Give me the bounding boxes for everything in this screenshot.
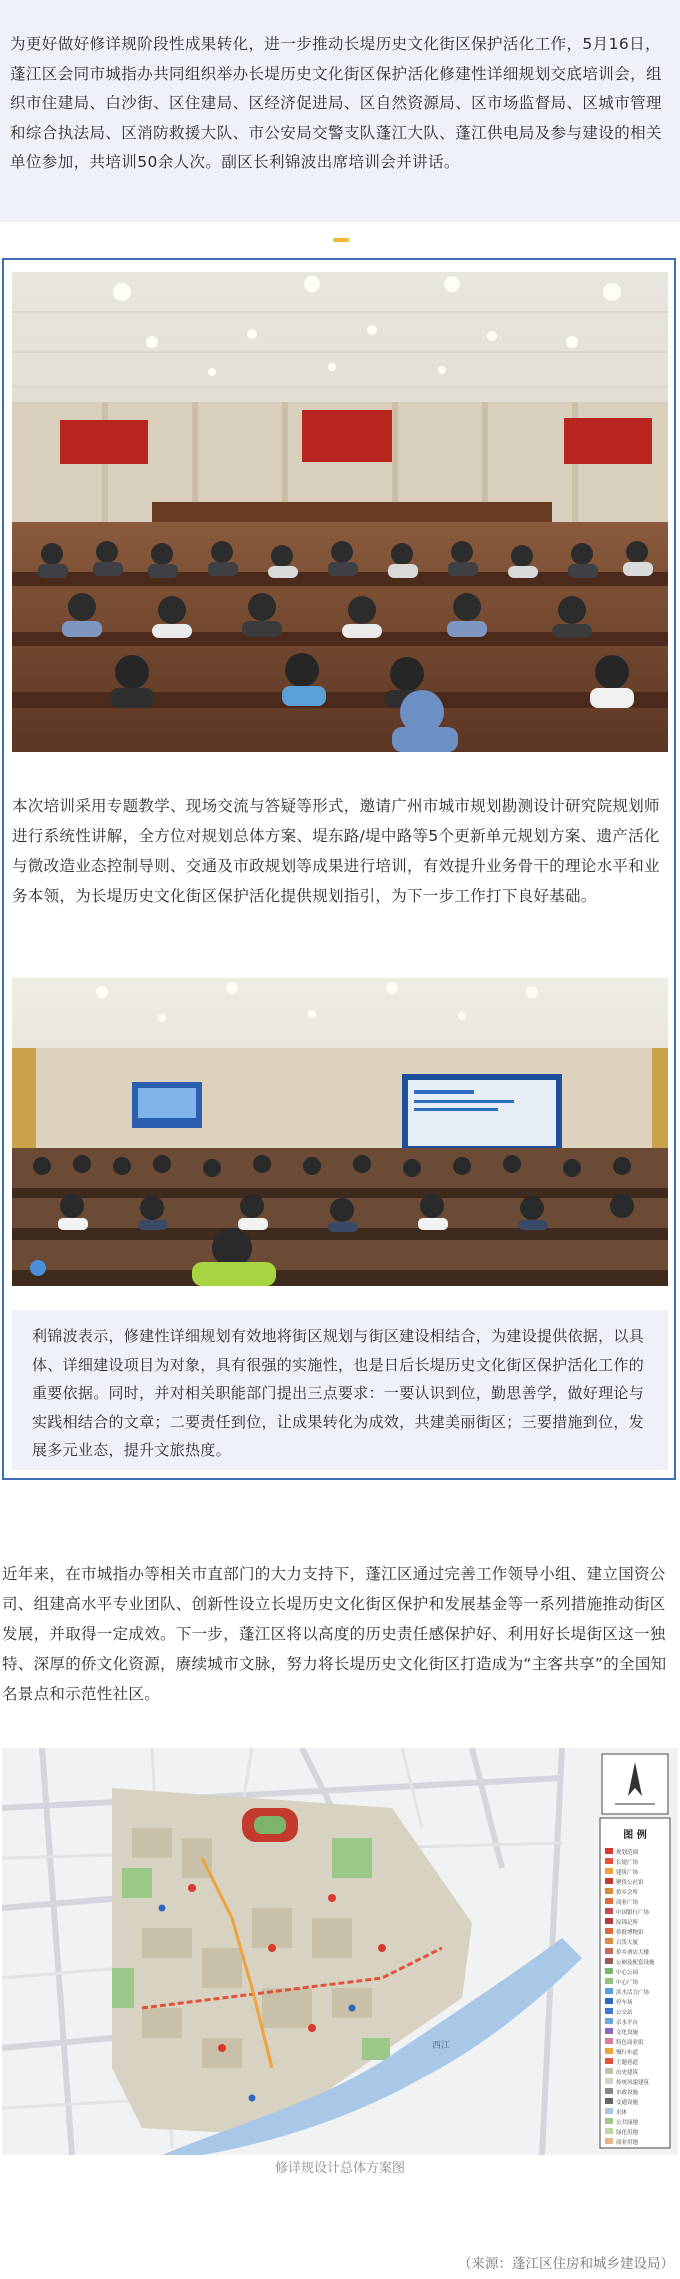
legend-label: 聚侨公社馆 xyxy=(616,1880,644,1886)
legend-swatch xyxy=(605,1888,613,1894)
legend-label: 水体 xyxy=(616,2110,628,2116)
legend-title: 图 例 xyxy=(623,1830,647,1841)
meeting-photo-1 xyxy=(12,272,668,752)
legend-label: 慢行步道 xyxy=(616,2050,639,2056)
training-description: 本次培训采用专题教学、现场交流与答疑等形式，邀请广州市城市规划勘测设计研究院规划师进行系统性讲解，全方位对规划总体方案、堤东路/堤中路等5个更新单元规划方案、遗产活化与微改造业态控制导则、交通及市政规划等成果进行培训，有效提升业务骨干的理论水平和业务本领，为长堤历史文化街区保护活化提供规划指引，为下一步工作打下良好基础。 xyxy=(12,797,660,905)
legend-swatch xyxy=(605,1948,613,1954)
river-label: 西江 xyxy=(432,2041,451,2051)
legend-label: 公交站 xyxy=(616,2010,633,2016)
legend-label: 商业广场 xyxy=(616,1900,639,1906)
legend-swatch xyxy=(605,2018,613,2024)
legend-label: 公厕及配套设施 xyxy=(616,1960,655,1966)
legend-swatch xyxy=(605,1978,613,1984)
legend-swatch xyxy=(605,2058,613,2064)
vice-mayor-remarks xyxy=(12,1310,668,1470)
legend-label: 滨水活力广场 xyxy=(616,1990,650,1996)
legend-label: 原锦记所 xyxy=(616,1920,639,1926)
legend-swatch xyxy=(605,2048,613,2054)
legend-swatch xyxy=(605,1908,613,1914)
legend-label: 长堤广场 xyxy=(616,1860,639,1866)
legend-swatch xyxy=(605,1918,613,1924)
legend-swatch xyxy=(605,2008,613,2014)
legend-label: 建筑广场 xyxy=(616,1870,639,1876)
legend-label: 商业用地 xyxy=(616,2140,639,2146)
legend-label: 规划范围 xyxy=(616,1850,639,1856)
legend-swatch xyxy=(605,2098,613,2104)
legend-swatch xyxy=(605,1968,613,1974)
legend-swatch xyxy=(605,2118,613,2124)
legend-swatch xyxy=(605,1998,613,2004)
legend-label: 市政设施 xyxy=(616,2090,639,2096)
future-plan-paragraph: 近年来，在市城指办等相关市直部门的大力支持下，蓬江区通过完善工作领导小组、建立国资公司、组建高水平专业团队、创新性设立长堤历史文化街区保护和发展基金等一系列措施推动街区发展，并取得一定成效。下一步，蓬江区将以高度的历史责任感保护好、利用好长堤街区这一独特、深厚的侨文化资源，赓续城市文脉，努力将长堤历史文化街区打造成为“主客共享”的全国知名景点和示范性社区。 xyxy=(2,1565,667,1703)
legend-swatch xyxy=(605,2078,613,2084)
legend-swatch xyxy=(605,1858,613,1864)
legend-label: 中心广场 xyxy=(616,1980,639,1986)
legend-label: 传统风貌建筑 xyxy=(616,2080,650,2086)
legend-swatch xyxy=(605,2088,613,2094)
intro-text: 为更好做好修详规阶段性成果转化，进一步推动长堤历史文化街区保护活化工作，5月16日，蓬江区会同市城指办共同组织举办长堤历史文化街区保护活化修建性详细规划交底培训会，组织市住建局、白沙街、区住建局、区经济促进局、区自然资源局、区市场监督局、区城市管理和综合执法局、区消防救援大队、市公安局交警支队蓬江大队、蓬江供电局及参与建设的相关单位参加，共培训50余人次。副区长利锦波出席培训会并讲话。 xyxy=(10,35,662,171)
legend-swatch xyxy=(605,2108,613,2114)
legend-swatch xyxy=(605,1868,613,1874)
legend-label: 公共绿地 xyxy=(616,2120,639,2126)
source-attribution: （来源：蓬江区住房和城乡建设局） xyxy=(458,2256,674,2272)
legend-label: 侨乡会所 xyxy=(616,1890,639,1896)
legend-swatch xyxy=(605,2068,613,2074)
legend-label: 百货大厦 xyxy=(616,1940,639,1946)
map-caption: 修详规设计总体方案图 xyxy=(274,2161,405,2176)
legend-swatch xyxy=(605,2028,613,2034)
legend-swatch xyxy=(605,1928,613,1934)
legend-label: 侨乡酒店大楼 xyxy=(616,1950,650,1956)
legend-label: 中心公园 xyxy=(616,1970,639,1976)
legend-label: 亲水平台 xyxy=(616,2020,639,2026)
legend-swatch xyxy=(605,1938,613,1944)
legend-swatch xyxy=(605,1848,613,1854)
legend-swatch xyxy=(605,1898,613,1904)
legend-swatch xyxy=(605,2128,613,2134)
master-plan-map xyxy=(2,1748,678,2155)
legend-label: 文化设施 xyxy=(616,2030,639,2036)
legend-label: 主题巷道 xyxy=(616,2060,639,2066)
legend-label: 中国银行广场 xyxy=(616,1910,650,1916)
decorative-divider xyxy=(333,238,349,242)
legend-swatch xyxy=(605,2138,613,2144)
legend-label: 历史建筑 xyxy=(616,2070,639,2076)
legend-label: 停车场 xyxy=(616,2000,633,2006)
legend-swatch xyxy=(605,1878,613,1884)
legend-swatch xyxy=(605,2038,613,2044)
intro-text-block xyxy=(0,0,680,222)
legend-label: 侨批博物馆 xyxy=(616,1930,644,1936)
legend-swatch xyxy=(605,1958,613,1964)
quote-text: 利锦波表示，修建性详细规划有效地将街区规划与街区建设相结合，为建设提供依据，以具体、详细建设项目为对象，具有很强的实施性，也是日后长堤历史文化街区保护活化工作的重要依据。同时，并对相关职能部门提出三点要求：一要认识到位，勤思善学，做好理论与实践相结合的文章；二要责任到位，让成果转化为成效，共建美丽街区；三要措施到位，发展多元业态，提升文旅热度。 xyxy=(32,1327,645,1459)
meeting-photo-2 xyxy=(12,978,668,1286)
legend-label: 绿化用地 xyxy=(616,2130,639,2136)
legend-label: 特色商业街 xyxy=(616,2040,644,2046)
legend-label: 交通设施 xyxy=(616,2100,639,2106)
legend-swatch xyxy=(605,1988,613,1994)
